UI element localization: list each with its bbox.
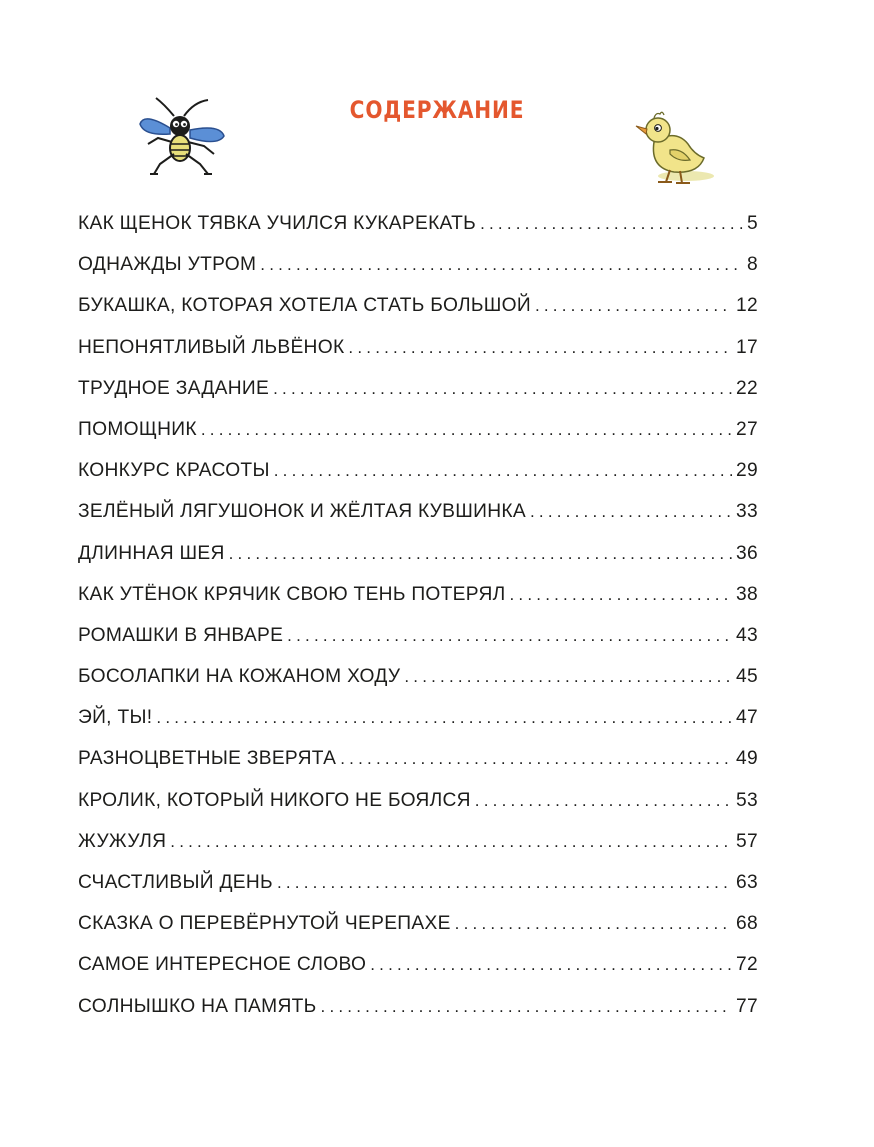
toc-entry-page: 53 [736, 789, 758, 811]
toc-entry-page: 45 [736, 666, 758, 688]
toc-entry-title: КАК ЩЕНОК ТЯВКА УЧИЛСЯ КУКАРЕКАТЬ [78, 213, 477, 234]
chick-illustration [624, 104, 724, 190]
toc-entry[interactable] [78, 454, 758, 495]
toc-entry[interactable] [78, 372, 758, 413]
toc-dot-leader [535, 289, 732, 323]
toc-dot-leader [321, 990, 733, 1024]
toc-dot-leader [480, 207, 743, 241]
toc-entry-title: ТРУДНОЕ ЗАДАНИЕ [78, 377, 270, 399]
toc-entry-title: ЖУЖУЛЯ [78, 830, 167, 852]
toc-entry-title: ОДНАЖДЫ УТРОМ [78, 254, 257, 276]
toc-entry-title: КОНКУРС КРАСОТЫ [78, 460, 270, 482]
toc-entry-page: 68 [736, 913, 758, 935]
toc-dot-leader [370, 948, 732, 982]
toc-entry[interactable] [78, 248, 758, 289]
toc-entry-title: РАЗНОЦВЕТНЫЕ ЗВЕРЯТА [78, 748, 337, 770]
toc-entry-title: ЗЕЛЁНЫЙ ЛЯГУШОНОК И ЖЁЛТАЯ КУВШИНКА [78, 501, 526, 523]
toc-dot-leader [530, 495, 732, 529]
toc-entry-page: 63 [736, 872, 758, 893]
toc-entry[interactable] [78, 784, 758, 825]
toc-entry-title: СЧАСТЛИВЫЙ ДЕНЬ [78, 872, 273, 893]
toc-entry-title: КРОЛИК, КОТОРЫЙ НИКОГО НЕ БОЯЛСЯ [78, 789, 471, 811]
toc-entry-page: 72 [736, 954, 758, 976]
toc-entry-title: БУКАШКА, КОТОРАЯ ХОТЕЛА СТАТЬ БОЛЬШОЙ [78, 295, 531, 317]
toc-dot-leader [348, 331, 732, 365]
toc-entry[interactable] [78, 990, 758, 1031]
toc-dot-leader [277, 866, 732, 900]
toc-entry-page: 33 [736, 501, 758, 523]
toc-dot-leader [510, 578, 733, 612]
toc-entry-title: ЭЙ, ТЫ! [78, 707, 153, 729]
toc-entry[interactable] [78, 660, 758, 701]
toc-entry-page: 17 [736, 336, 758, 358]
toc-entry[interactable] [78, 537, 758, 578]
toc-dot-leader [475, 784, 732, 818]
toc-entry-title: БОСОЛАПКИ НА КОЖАНОМ ХОДУ [78, 666, 401, 688]
toc-entry[interactable] [78, 495, 758, 536]
toc-entry[interactable] [78, 331, 758, 372]
toc-dot-leader [229, 537, 732, 571]
toc-entry[interactable] [78, 413, 758, 454]
toc-entry-page: 22 [736, 377, 758, 399]
toc-dot-leader [201, 413, 732, 447]
toc-dot-leader [273, 372, 732, 406]
toc-dot-leader [287, 619, 732, 653]
toc-entry[interactable] [78, 948, 758, 989]
toc-entry-page: 38 [736, 583, 758, 605]
toc-dot-leader [455, 907, 732, 941]
toc-entry[interactable] [78, 701, 758, 742]
toc-dot-leader [404, 660, 732, 694]
toc-entry-title: НЕПОНЯТЛИВЫЙ ЛЬВЁНОК [78, 336, 345, 358]
toc-dot-leader [260, 248, 743, 282]
toc-entry-title: ПОМОЩНИК [78, 418, 197, 440]
toc-entry-title: СОЛНЫШКО НА ПАМЯТЬ [78, 995, 317, 1017]
toc-entry-page: 8 [747, 254, 758, 276]
toc-entry-page: 43 [736, 624, 758, 646]
toc-entry-page: 57 [736, 830, 758, 852]
toc-entry-page: 36 [736, 542, 758, 564]
toc-dot-leader [156, 701, 732, 735]
toc-entry-title: СКАЗКА О ПЕРЕВЁРНУТОЙ ЧЕРЕПАХЕ [78, 913, 451, 935]
toc-entry[interactable] [78, 619, 758, 660]
toc-entry-page: 12 [736, 295, 758, 317]
toc-entry[interactable] [78, 207, 758, 248]
toc-entry-page: 49 [736, 748, 758, 770]
toc-entry-page: 5 [747, 213, 758, 234]
toc-entry[interactable] [78, 578, 758, 619]
toc-dot-leader [170, 825, 732, 859]
toc-entry-page: 47 [736, 707, 758, 729]
toc-entry-title: САМОЕ ИНТЕРЕСНОЕ СЛОВО [78, 954, 367, 976]
toc-entry[interactable] [78, 742, 758, 783]
toc-entry-title: КАК УТЁНОК КРЯЧИК СВОЮ ТЕНЬ ПОТЕРЯЛ [78, 583, 506, 605]
toc-entry[interactable] [78, 866, 758, 907]
toc-entry[interactable] [78, 907, 758, 948]
toc-dot-leader [340, 742, 732, 776]
toc-entry[interactable] [78, 289, 758, 330]
page-title: СОДЕРЖАНИЕ [349, 96, 525, 124]
toc-entry-title: ДЛИННАЯ ШЕЯ [78, 542, 225, 564]
toc-entry-page: 27 [736, 418, 758, 440]
toc-entry-title: РОМАШКИ В ЯНВАРЕ [78, 624, 284, 646]
toc-entry-page: 77 [736, 995, 758, 1017]
toc-entry-page: 29 [736, 460, 758, 482]
table-of-contents [78, 207, 758, 1031]
toc-entry[interactable] [78, 825, 758, 866]
toc-dot-leader [274, 454, 732, 488]
